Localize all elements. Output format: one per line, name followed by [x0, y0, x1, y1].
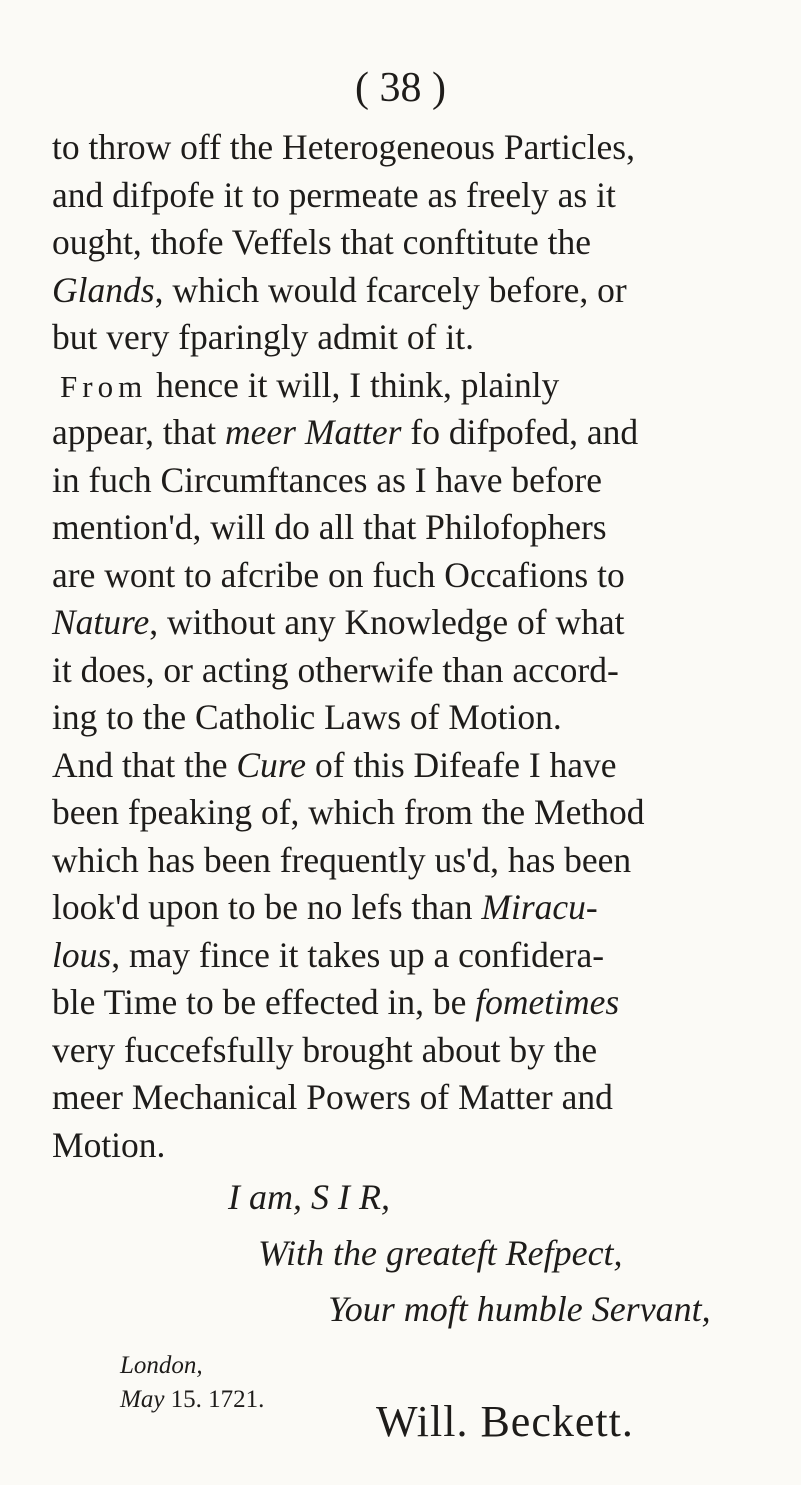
text-line [52, 362, 764, 410]
servant-line: Your moft humble Servant, [328, 1289, 711, 1329]
text-line: it does, or acting otherwife than accord- [52, 649, 619, 690]
text-segment: , without any Knowledge of what [149, 602, 625, 642]
text-line [52, 884, 764, 932]
text-line [52, 267, 764, 315]
italic-term: Cure [236, 744, 307, 785]
text-segment: , may fince it takes up a confidera- [111, 934, 605, 975]
italic-term: meer Matter [225, 412, 402, 452]
page-number: ( 38 ) [355, 65, 446, 111]
text-segment: appear, that [52, 412, 226, 452]
signature: Will. Beckett. [376, 1397, 634, 1446]
text-line: in fuch Circumftances as I have before [52, 459, 603, 500]
italic-term: fometimes [475, 982, 620, 1022]
text-segment: ble Time to be effected in, be [52, 982, 476, 1022]
text-line [52, 979, 764, 1027]
salutation: I am, S I R, [228, 1177, 390, 1217]
date-rest: 15. 1721. [164, 1386, 265, 1413]
text-segment: fo difpofed, and [401, 412, 639, 452]
text-segment: , which would fcarcely before, or [154, 269, 627, 310]
text-line: ing to the Catholic Laws of Motion. [52, 697, 562, 737]
body-text [52, 124, 764, 1169]
text-line: meer Mechanical Powers of Matter and [52, 1077, 613, 1117]
text-segment: hence it will, I think, plainly [147, 364, 560, 405]
text-segment: And that the [52, 744, 237, 785]
text-line: Motion. [52, 1124, 166, 1165]
text-line: and difpofe it to permeate as freely as it [52, 174, 616, 215]
text-line [52, 932, 764, 980]
date-line [120, 1386, 264, 1414]
italic-term: Miracu- [481, 887, 598, 927]
small-caps-word: From [60, 368, 148, 404]
italic-term: lous [52, 934, 112, 975]
text-line: very fuccefsfully brought about by the [52, 1029, 598, 1070]
italic-term: Glands [52, 269, 155, 310]
text-line [52, 409, 764, 457]
text-line: which has been frequently us'd, has been [52, 839, 632, 880]
place-line: London, [120, 1352, 203, 1379]
date-month: May [120, 1386, 165, 1413]
text-line: to throw off the Heterogeneous Particles, [52, 127, 635, 167]
text-line [52, 599, 764, 647]
text-line: mention'd, will do all that Philofophers [52, 507, 607, 547]
text-line: are wont to afcribe on fuch Occafions to [52, 554, 625, 595]
text-segment: look'd upon to be no lefs than [52, 887, 482, 927]
text-line [52, 742, 764, 790]
text-line: but very fparingly admit of it. [52, 317, 474, 357]
text-segment: of this Difeafe I have [306, 744, 617, 785]
text-line: been fpeaking of, which from the Method [52, 792, 645, 832]
italic-term: Nature [52, 602, 150, 642]
text-line: ought, thofe Veffels that conftitute the [52, 222, 591, 262]
respect-line: With the greateft Refpect, [258, 1233, 623, 1273]
